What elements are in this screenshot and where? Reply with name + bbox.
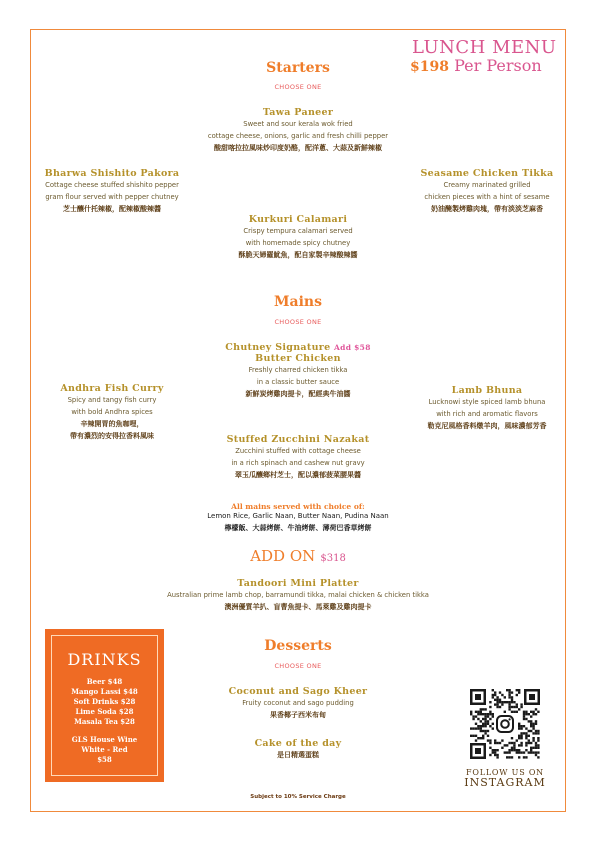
dish-stuffed-zucchini	[173, 434, 423, 481]
dish-desc-zh: 奶油醃製烤雞肉塊，帶有淡淡芝麻香	[431, 205, 543, 213]
drink-item: Beer $48	[86, 677, 123, 686]
dish-name: Andhra Fish Curry	[60, 383, 164, 394]
dish-desc-zh: 帶有濃烈的安得拉香料風味	[70, 432, 154, 440]
dish-desc: cottage cheese, onions, garlic and fresh chilli pepper	[207, 132, 389, 140]
dish-desc-zh: 酥脆天婦羅魷魚，配自家製辛辣酸辣醬	[238, 251, 358, 259]
house-wine	[52, 735, 157, 765]
dish-tawa-paneer	[148, 107, 448, 154]
add-price: Add $58	[334, 343, 371, 352]
dish-kurkuri-calamari	[178, 214, 418, 261]
addon-price: $318	[320, 553, 346, 564]
drinks-box	[45, 629, 164, 782]
starters-choose: CHOOSE ONE	[274, 83, 322, 91]
dish-name: Bharwa Shishito Pakora	[44, 168, 180, 179]
drinks-list	[52, 677, 157, 727]
follow-us	[455, 768, 555, 788]
dish-name: Cake of the day	[254, 738, 342, 749]
lunch-price: $198	[410, 59, 449, 75]
desserts-choose: CHOOSE ONE	[274, 662, 322, 670]
dish-desc: with bold Andhra spices	[71, 408, 153, 416]
mains-heading: Mains	[274, 294, 322, 310]
follow-label: FOLLOW US ON	[466, 768, 544, 777]
dish-desc: with rich and aromatic flavors	[436, 410, 538, 418]
dish-name: Coconut and Sago Kheer	[228, 686, 368, 697]
dish-name: Kurkuri Calamari	[248, 214, 348, 225]
note-zh: 檸檬飯、大蒜烤餅、牛油烤餅、薄荷巴香草烤餅	[224, 524, 372, 532]
dish-desc-zh: 辛辣開胃的魚咖哩，	[80, 420, 144, 428]
dish-lamb-bhuna	[404, 385, 570, 432]
desserts-heading: Desserts	[264, 638, 332, 654]
dish-desc: Australian prime lamb chop, barramundi tikka, malai chicken & chicken tikka	[167, 591, 429, 599]
dish-desc: Spicy and tangy fish curry	[67, 396, 157, 404]
wine-line: GLS House Wine	[71, 735, 138, 744]
addon-heading	[0, 546, 596, 565]
drink-item: Lime Soda $28	[75, 707, 134, 716]
drinks-inner	[51, 635, 158, 776]
dish-name-line2: Butter Chicken	[255, 353, 341, 364]
dish-name-line1: Chutney Signature	[225, 342, 331, 353]
drink-item: Soft Drinks $28	[73, 697, 136, 706]
dish-desc: Cottage cheese stuffed shishito pepper	[45, 181, 179, 189]
qr-code[interactable]	[468, 687, 542, 761]
dish-desc-zh: 澳洲優質羊扒、盲曹魚提卡、馬萊雞及雞肉提卡	[224, 603, 372, 611]
dish-desc: with homemade spicy chutney	[245, 239, 351, 247]
dish-cake-of-day	[178, 738, 418, 761]
dish-bharwa-pakora	[32, 168, 192, 215]
dish-name	[178, 342, 418, 353]
dish-desc: in a rich spinach and cashew nut gravy	[231, 459, 365, 467]
dish-desc: Sweet and sour kerala wok fried	[243, 120, 353, 128]
dish-desc: Creamy marinated grilled	[443, 181, 531, 189]
per-person-label: Per Person	[454, 56, 542, 75]
service-charge-note: Subject to 10% Service Charge	[250, 794, 346, 800]
note-title: All mains served with choice of:	[231, 502, 365, 511]
dish-name: Lamb Bhuna	[451, 385, 523, 396]
starters-heading: Starters	[266, 60, 330, 76]
dish-tandoori-platter	[118, 578, 478, 613]
dish-desc-zh: 翠玉瓜釀鄉村芝士，配以濃郁菠菜腰果醬	[235, 471, 361, 479]
dish-desc-zh: 新鮮炭烤雞肉提卡，配經典牛油醬	[245, 390, 351, 398]
wine-price: $58	[97, 755, 112, 764]
dish-name: Stuffed Zucchini Nazakat	[226, 434, 370, 445]
dish-name: Seasame Chicken Tikka	[420, 168, 554, 179]
mains-side-note	[148, 502, 448, 534]
menu-title: LUNCH MENU	[412, 37, 557, 58]
dish-sesame-chicken	[408, 168, 566, 215]
dish-desc: in a classic butter sauce	[256, 378, 340, 386]
drinks-title: DRINKS	[67, 650, 142, 669]
note-en: Lemon Rice, Garlic Naan, Butter Naan, Pudina Naan	[207, 512, 389, 520]
dish-desc: Fruity coconut and sago pudding	[242, 699, 354, 707]
drink-item: Mango Lassi $48	[71, 687, 138, 696]
dish-desc-zh: 是日精選蛋糕	[277, 751, 319, 759]
drink-item: Masala Tea $28	[74, 717, 135, 726]
dish-desc: Lucknowi style spiced lamb bhuna	[428, 398, 546, 406]
dish-desc: gram flour served with pepper chutney	[45, 193, 179, 201]
qr-code-graphic	[468, 687, 542, 761]
dish-name: Tawa Paneer	[262, 107, 334, 118]
dish-name: Tandoori Mini Platter	[237, 578, 359, 589]
dish-desc: Zucchini stuffed with cottage cheese	[235, 447, 361, 455]
dish-desc: Freshly charred chicken tikka	[248, 366, 348, 374]
addon-title: ADD ON	[250, 547, 316, 565]
instagram-label: INSTAGRAM	[464, 776, 546, 789]
dish-desc: chicken pieces with a hint of sesame	[424, 193, 550, 201]
dish-desc-zh: 芝士釀什托辣椒，配辣椒酸辣醬	[63, 205, 161, 213]
dish-coconut-kheer	[178, 686, 418, 721]
dish-desc-zh: 勒克尼風格香料燉羊肉，風味濃郁芳香	[427, 422, 547, 430]
dish-desc-zh: 酸甜喀拉拉風味炒印度奶酪，配洋蔥、大蒜及新鮮辣椒	[214, 144, 382, 152]
mains-choose: CHOOSE ONE	[274, 318, 322, 326]
dish-butter-chicken	[178, 342, 418, 400]
dish-desc-zh: 果香椰子西米布甸	[270, 711, 326, 719]
wine-line: White - Red	[81, 745, 128, 754]
dish-andhra-fish-curry	[32, 383, 192, 442]
dish-desc: Crispy tempura calamari served	[243, 227, 353, 235]
instagram-icon	[495, 714, 515, 734]
